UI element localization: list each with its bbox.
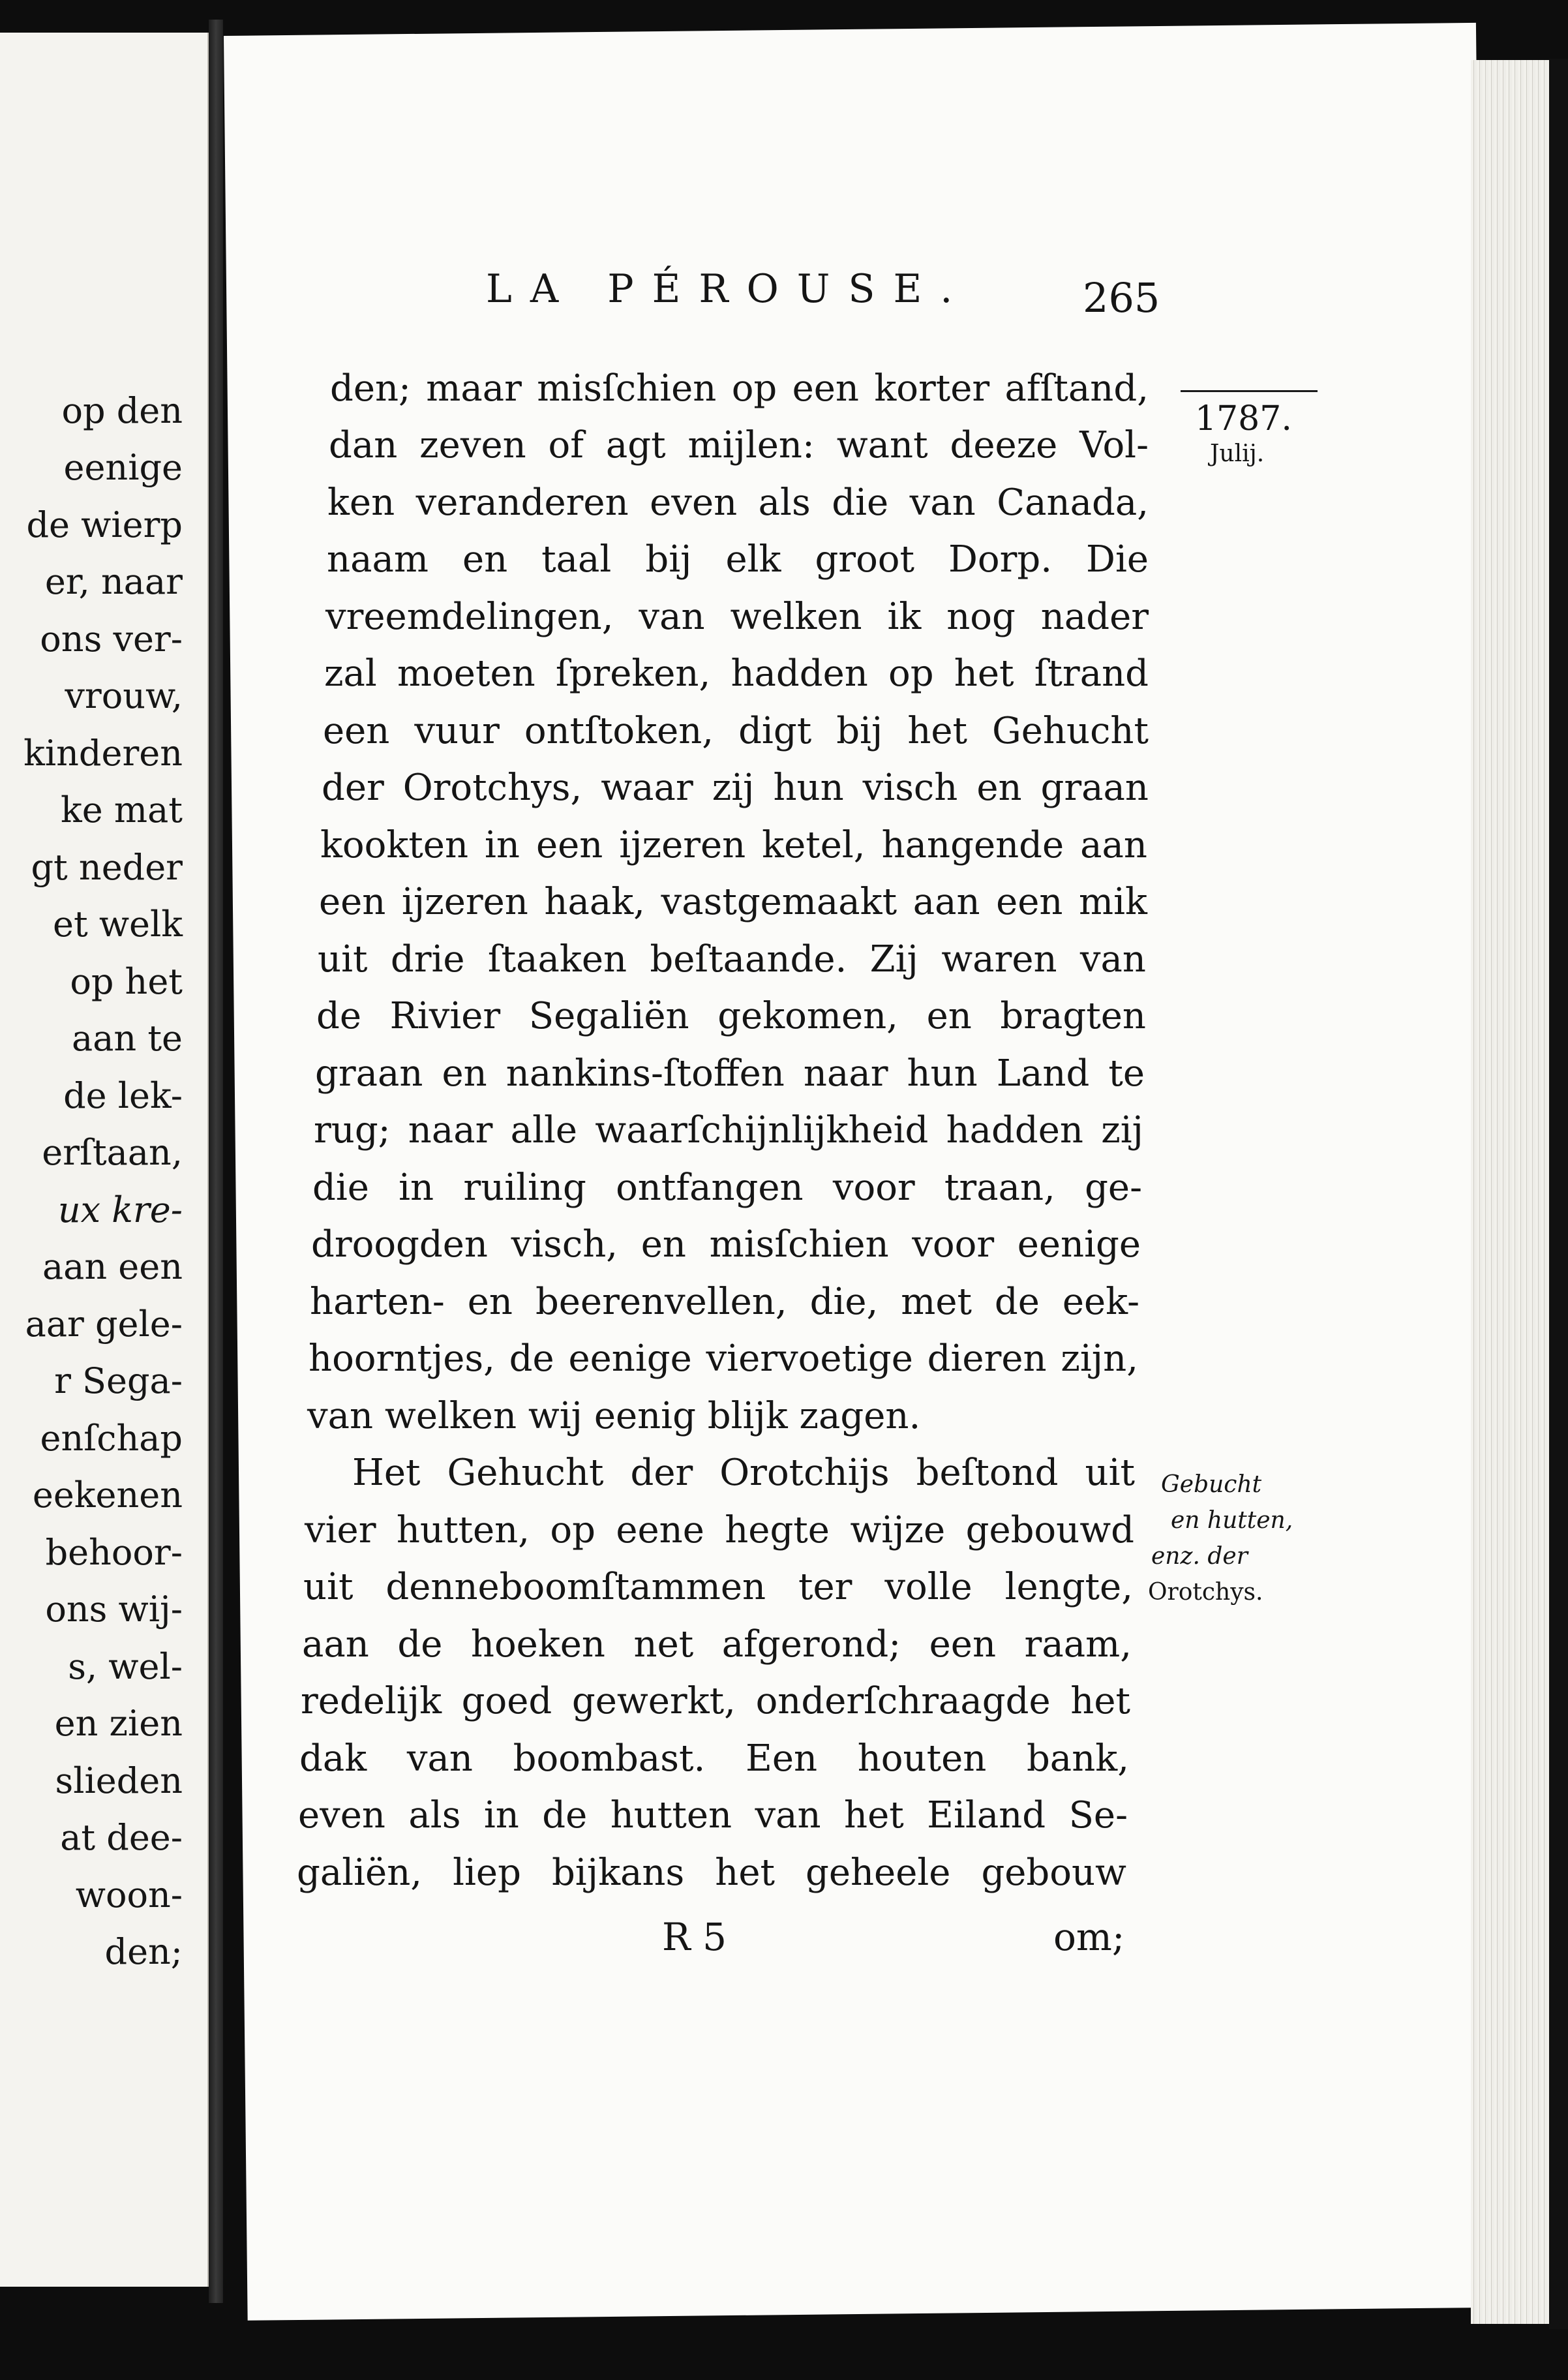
body-line: hoorntjes, de eenige viervoetige dieren zijn,: [309, 1337, 1138, 1380]
left-page-line: op den: [61, 390, 183, 431]
left-page-line: s, wel-: [68, 1646, 183, 1687]
body-line: graan en nankins-ſtoffen naar hun Land te: [315, 1052, 1145, 1095]
margin-note-line: Gebucht: [1161, 1471, 1262, 1498]
book-gutter: [209, 20, 223, 2303]
book-edge-shadow: [1549, 59, 1568, 2329]
left-page-line: erſtaan,: [42, 1132, 183, 1173]
left-page-line: ons wij-: [45, 1589, 183, 1630]
body-line: even als in de hutten van het Eiland Se-: [298, 1794, 1128, 1837]
body-line: de Rivier Segaliën gekomen, en bragten: [316, 995, 1146, 1037]
catchword: om;: [1053, 1915, 1125, 1959]
body-line: ken veranderen even als die van Canada,: [327, 481, 1149, 524]
margin-rule: [1181, 390, 1318, 392]
left-page-line: op het: [70, 961, 183, 1002]
left-page-line: slieden: [55, 1760, 183, 1801]
body-line: van welken wij eenig blijk zagen.: [307, 1395, 921, 1437]
body-line: uit drie ſtaaken beſtaande. Zij waren van: [318, 938, 1146, 981]
body-line: Het Gehucht der Orotchijs beſtond uit: [352, 1452, 1135, 1494]
body-line: rug; naar alle waarſchijnlijkheid hadden zij: [314, 1109, 1143, 1152]
body-line: harten- en beerenvellen, die, met de eek-: [310, 1281, 1139, 1323]
left-page-line: at dee-: [60, 1817, 183, 1858]
margin-month: Julij.: [1210, 440, 1265, 467]
body-line: aan de hoeken net afgerond; een raam,: [302, 1623, 1132, 1666]
body-line: den; maar misſchien op een korter afſtand,: [330, 367, 1149, 410]
left-page-line: enſchap: [40, 1418, 183, 1459]
left-page-line: behoor-: [45, 1532, 183, 1573]
margin-note-line: en hutten,: [1171, 1507, 1293, 1534]
body-line: uit denneboomſtammen ter volle lengte,: [303, 1566, 1133, 1608]
margin-note-line: Orotchys.: [1148, 1579, 1263, 1606]
body-line: kookten in een ijzeren ketel, hangende aan: [320, 824, 1147, 866]
left-page-line: ux kre-: [57, 1189, 183, 1230]
left-page-line: den;: [104, 1931, 183, 1972]
left-page-line: en zien: [54, 1703, 183, 1744]
body-line: die in ruiling ontfangen voor traan, ge-: [312, 1167, 1142, 1209]
left-page-line: r Sega-: [54, 1360, 183, 1401]
left-page-line: woon-: [75, 1874, 183, 1915]
left-page-line: aan een: [42, 1246, 183, 1287]
left-page-line: ke mat: [61, 789, 183, 831]
left-page-line: er, naar: [44, 561, 183, 602]
body-line: zal moeten ſpreken, hadden op het ſtrand: [324, 652, 1149, 695]
body-line: der Orotchys, waar zij hun visch en graan: [322, 767, 1149, 809]
margin-year: 1787.: [1195, 399, 1292, 438]
printer-signature: R 5: [662, 1915, 727, 1959]
left-page-line: gt neder: [31, 847, 183, 888]
page-edges: [1471, 60, 1549, 2324]
running-title: LA PÉROUSE.: [486, 266, 971, 312]
margin-note-line: enz. der: [1151, 1543, 1248, 1570]
body-line: galiën, liep bijkans het geheele gebouw: [297, 1852, 1126, 1894]
left-page-line: de wierp: [26, 504, 183, 545]
left-page-line: kinderen: [23, 733, 183, 774]
left-page-line: aan te: [72, 1018, 183, 1059]
left-page-line: aar gele-: [25, 1304, 183, 1345]
page-number: 265: [1083, 274, 1160, 322]
body-line: redelijk goed gewerkt, onderſchraagde het: [301, 1680, 1130, 1722]
left-page-line: eekenen: [32, 1474, 183, 1516]
body-line: dan zeven of agt mijlen: want deeze Vol-: [329, 424, 1149, 466]
left-page-line: de lek-: [63, 1075, 183, 1116]
left-page-line: et welk: [53, 904, 183, 945]
left-page-line: eenige: [63, 447, 183, 488]
left-page-line: vrouw,: [65, 675, 183, 716]
body-line: een vuur ontſtoken, digt bij het Gehucht: [323, 710, 1149, 752]
left-page-line: ons ver-: [40, 618, 183, 660]
body-line: naam en taal bij elk groot Dorp. Die: [327, 538, 1149, 581]
body-line: vreemdelingen, van welken ik nog nader: [325, 596, 1149, 638]
body-line: droogden visch, en misſchien voor eenige: [311, 1223, 1141, 1266]
body-line: een ijzeren haak, vastgemaakt aan een mik: [319, 881, 1147, 923]
body-line: vier hutten, op eene hegte wijze gebouwd: [305, 1509, 1134, 1551]
facing-page-left: [0, 33, 209, 2287]
body-line: dak van boombast. Een houten bank,: [299, 1737, 1129, 1780]
